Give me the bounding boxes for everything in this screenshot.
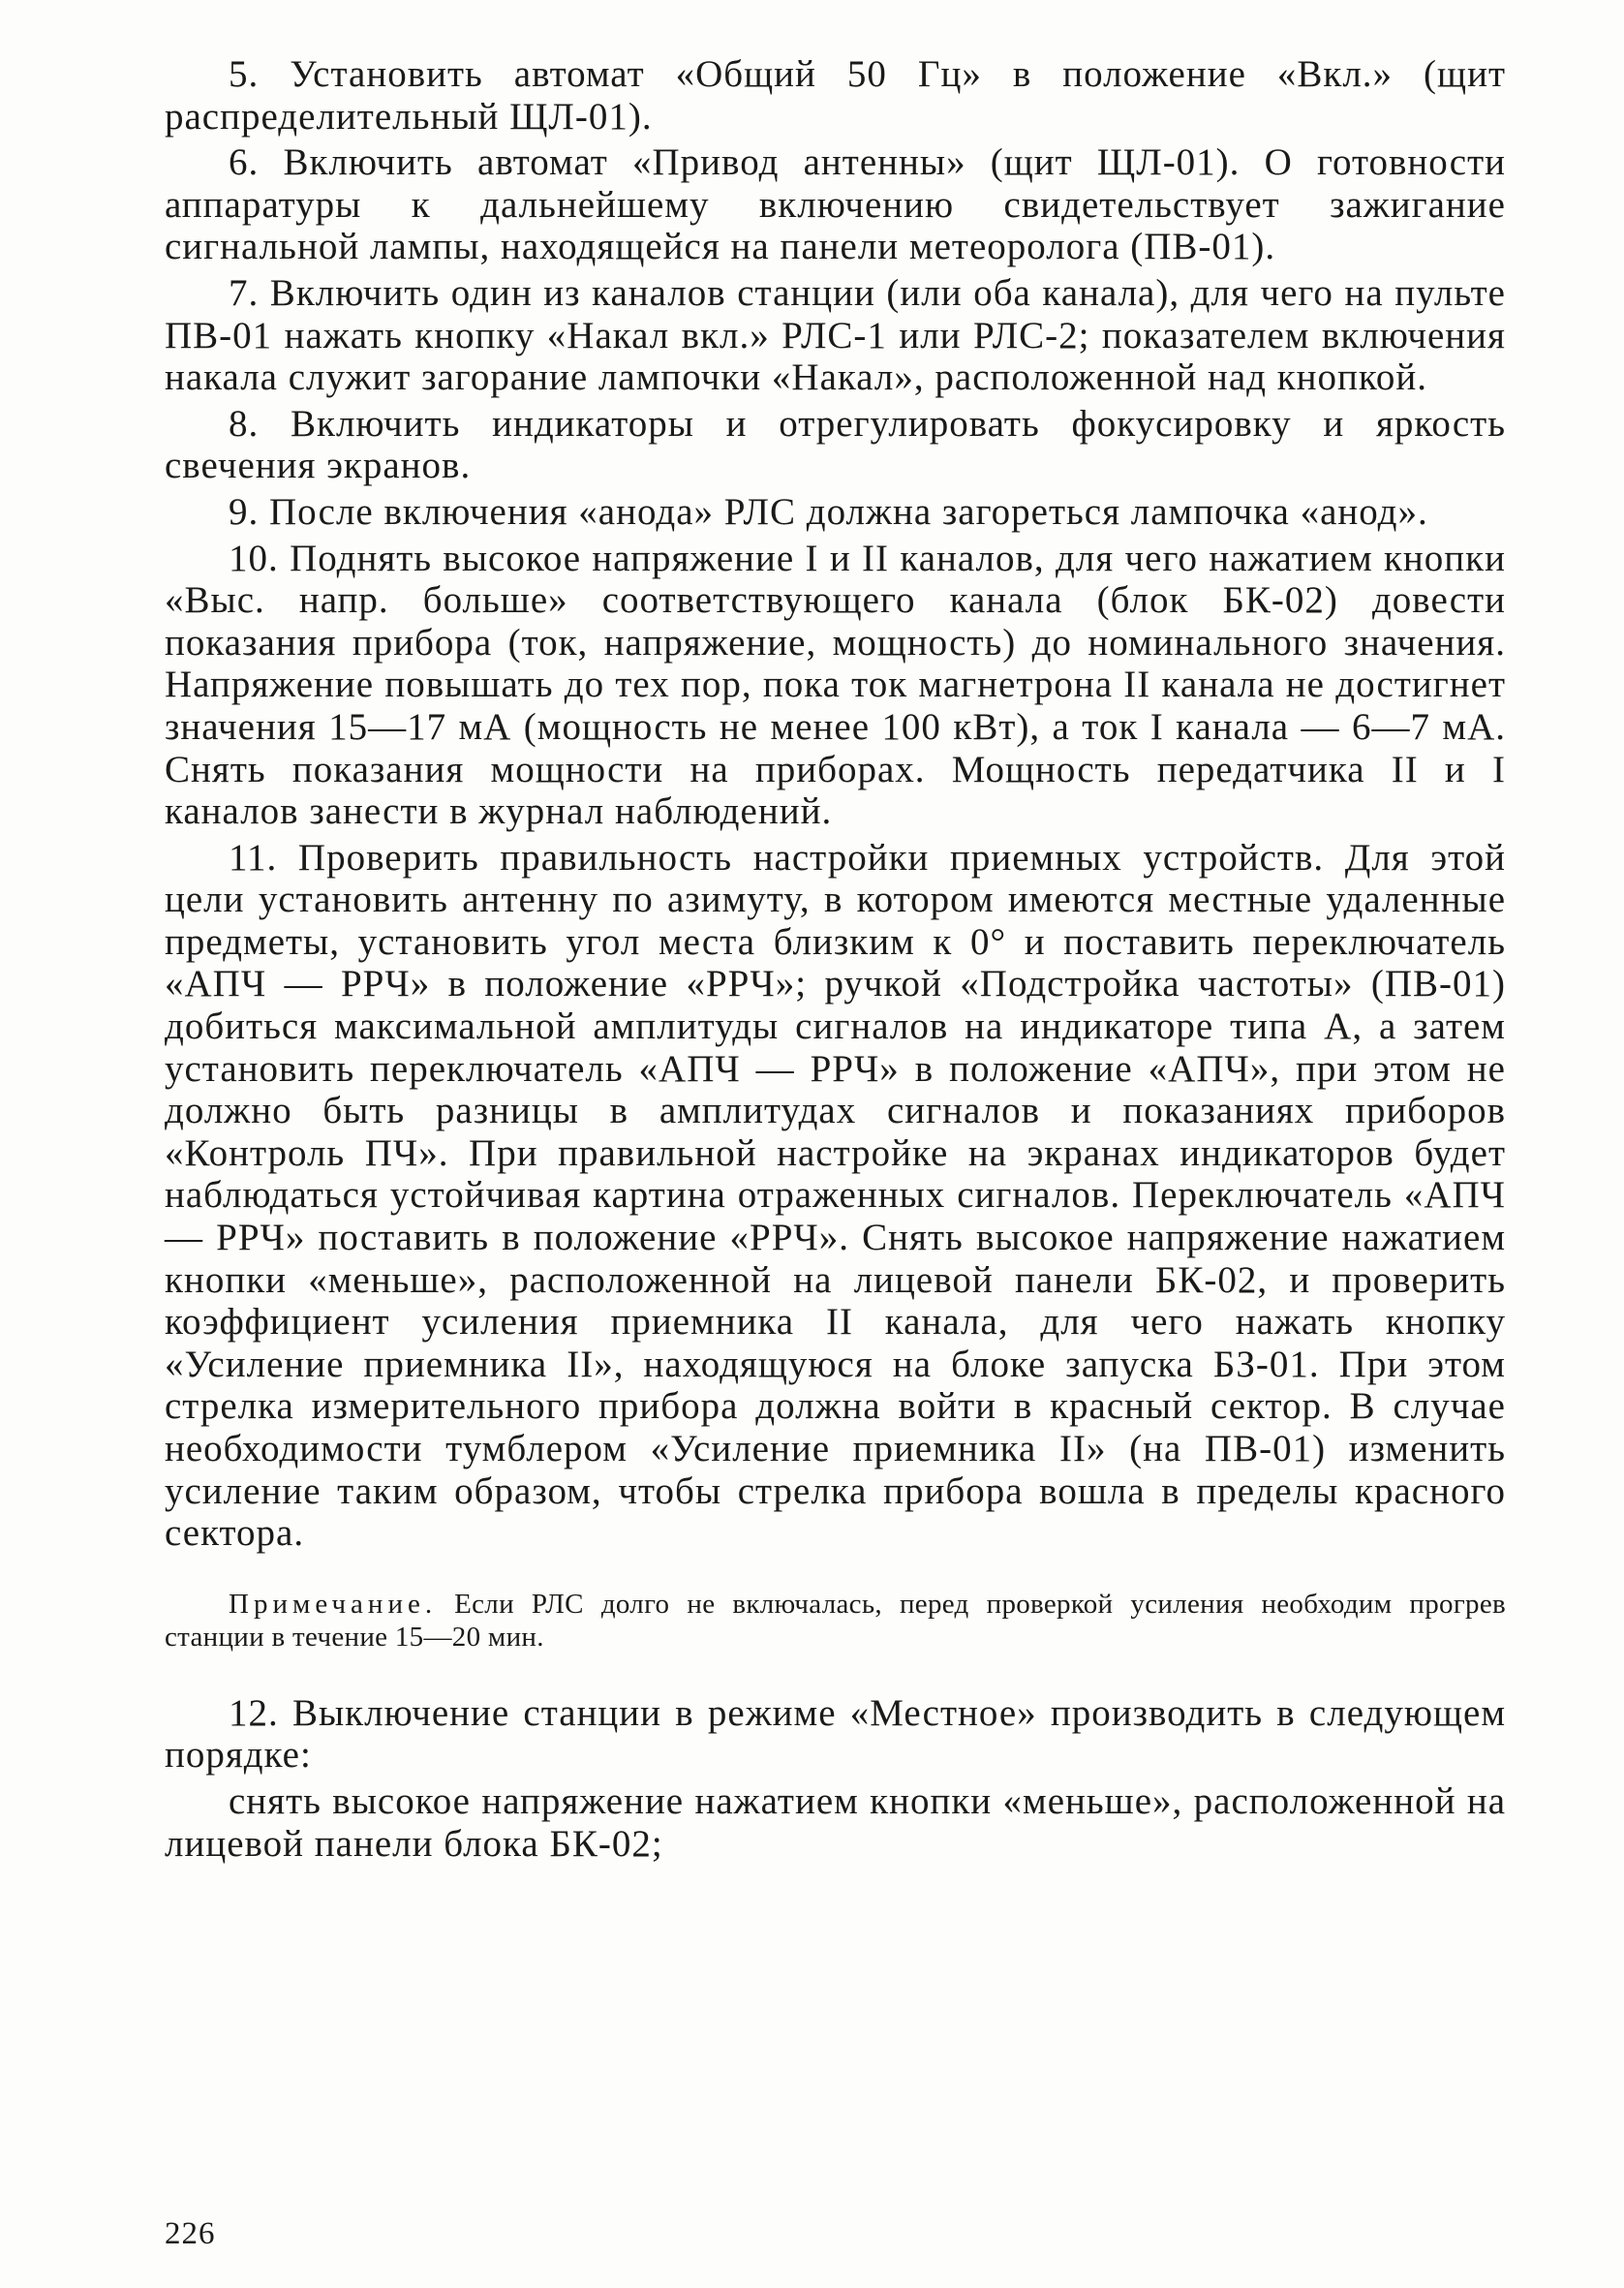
page-number: 226 xyxy=(165,2216,216,2251)
note xyxy=(165,1588,1506,1654)
paragraph-7: 7. Включить один из каналов станции (или оба канала), для чего на пульте ПВ-01 нажать кнопку «Накал вкл.» РЛС-1 или РЛС-2; показателем включения накала служит загорание лампочки «Накал», расположенной над кнопкой. xyxy=(165,271,1506,399)
page-body xyxy=(165,53,1506,1865)
paragraph-5: 5. Установить автомат «Общий 50 Гц» в положение «Вкл.» (щит распределительный ЩЛ-01). xyxy=(165,53,1506,138)
paragraph-12: 12. Выключение станции в режиме «Местное» производить в следующем порядке: xyxy=(165,1691,1506,1777)
paragraph-9: 9. После включения «анода» РЛС должна загореться лампочка «анод». xyxy=(229,490,1428,533)
note-text: Если РЛС долго не включалась, перед проверкой усиления необходим прогрев станции в течение 15—20 мин. xyxy=(165,1588,1506,1653)
paragraph-6: 6. Включить автомат «Привод антенны» (щит ЩЛ-01). О готовности аппаратуры к дальнейшему включению свидетельствует зажигание сигнальной лампы, находящейся на панели метеоролога (ПВ-01). xyxy=(165,141,1506,268)
paragraph-8: 8. Включить индикаторы и отрегулировать фокусировку и яркость свечения экранов. xyxy=(165,402,1506,487)
note-label: Примечание. xyxy=(229,1588,438,1620)
paragraph-10: 10. Поднять высокое напряжение I и II каналов, для чего нажатием кнопки «Выс. напр. больше» соответствующего канала (блок БК-02) довести показания прибора (ток, напряжение, мощность) до номинального значения. Напряжение повышать до тех пор, пока ток магнетрона II канала не достигнет значения 15—17 мА (мощность не менее 100 кВт), а ток I канала — 6—7 мА. Снять показания мощности на приборах. Мощность передатчика II и I каналов занести в журнал наблюдений. xyxy=(165,537,1506,833)
paragraph-11: 11. Проверить правильность настройки приемных устройств. Для этой цели установить антенну по азимуту, в котором имеются местные удаленные предметы, установить угол места близким к 0° и поставить переключатель «АПЧ — РРЧ» в положение «РРЧ»; ручкой «Подстройка частоты» (ПВ-01) добиться максимальной амплитуды сигналов на индикаторе типа А, а затем установить переключатель «АПЧ — РРЧ» в положение «АПЧ», при этом не должно быть разницы в амплитудах сигналов и показаниях приборов «Контроль ПЧ». При правильной настройке на экранах индикаторов будет наблюдаться устойчивая картина отраженных сигналов. Переключатель «АПЧ — РРЧ» поставить в положение «РРЧ». Снять высокое напряжение нажатием кнопки «меньше», расположенной на лицевой панели БК-02, и проверить коэффициент усиления приемника II канала, для чего нажать кнопку «Усиление приемника II», находящуюся на блоке запуска БЗ-01. При этом стрелка измерительного прибора должна войти в красный сектор. В случае необходимости тумблером «Усиление приемника II» (на ПВ-01) изменить усиление таким образом, чтобы стрелка прибора вошла в пределы красного сектора. xyxy=(165,836,1506,1555)
paragraph-12-step: снять высокое напряжение нажатием кнопки «меньше», расположенной на лицевой панели блока БК-02; xyxy=(165,1779,1506,1865)
